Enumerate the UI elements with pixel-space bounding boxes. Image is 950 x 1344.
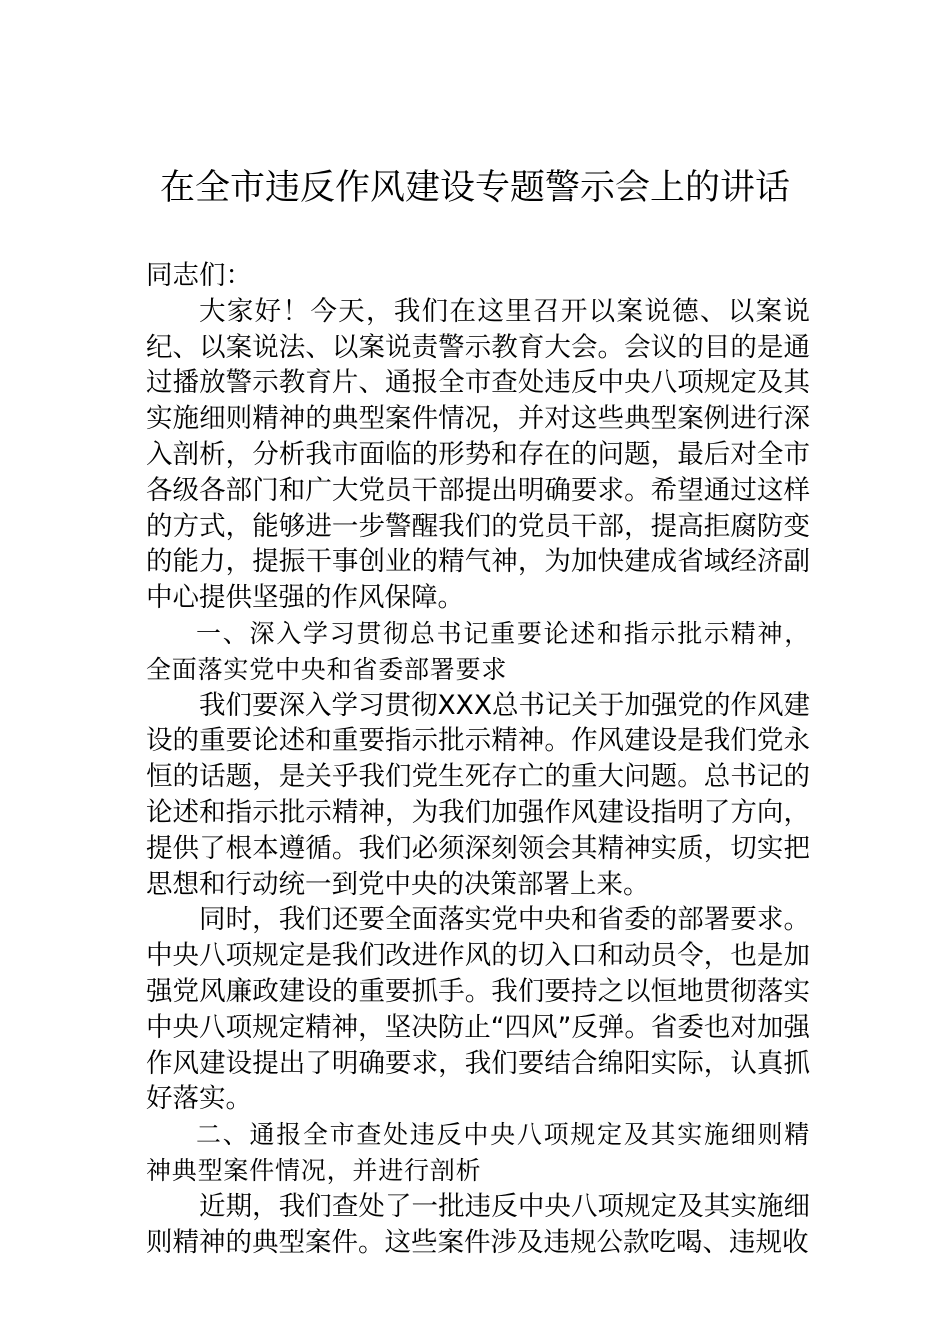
- section-heading-1: 一、深入学习贯彻总书记重要论述和指示批示精神，全面落实党中央和省委部署要求: [146, 618, 810, 684]
- paragraph-study-remarks: 我们要深入学习贯彻XXX总书记关于加强党的作风建设的重要论述和重要指示批示精神。作风建设是我们党永恒的话题，是关乎我们党生死存亡的重大问题。总书记的论述和指示批示精神，为我们加强作风建设指明了方向，提供了根本遵循。我们必须深刻领会其精神实质，切实把思想和行动统一到党中央的决策部署上来。: [146, 689, 810, 900]
- document-title: 在全市违反作风建设专题警示会上的讲话: [159, 168, 790, 208]
- paragraph-opening: 大家好！今天，我们在这里召开以案说德、以案说纪、以案说法、以案说责警示教育大会。会议的目的是通过播放警示教育片、通报全市查处违反中央八项规定及其实施细则精神的典型案件情况，并对这些典型案例进行深入剖析，分析我市面临的形势和存在的问题，最后对全市各级各部门和广大党员干部提出明确要求。希望通过这样的方式，能够进一步警醒我们的党员干部，提高拒腐防变的能力，提振干事创业的精气神，为加快建成省域经济副中心提供坚强的作风保障。: [146, 295, 810, 614]
- salutation: 同志们：: [146, 260, 252, 291]
- section-heading-2: 二、通报全市查处违反中央八项规定及其实施细则精神典型案件情况，并进行剖析: [146, 1120, 810, 1185]
- paragraph-cases: 近期，我们查处了一批违反中央八项规定及其实施细则精神的典型案件。这些案件涉及违规公款吃喝、违规收: [146, 1190, 810, 1258]
- document-body: [146, 258, 810, 1260]
- paragraph-implement-requirements: 同时，我们还要全面落实党中央和省委的部署要求。中央八项规定是我们改进作风的切入口和动员令，也是加强党风廉政建设的重要抓手。我们要持之以恒地贯彻落实中央八项规定精神，坚决防止“四风”反弹。省委也对加强作风建设提出了明确要求，我们要结合绵阳实际，认真抓好落实。: [146, 904, 810, 1115]
